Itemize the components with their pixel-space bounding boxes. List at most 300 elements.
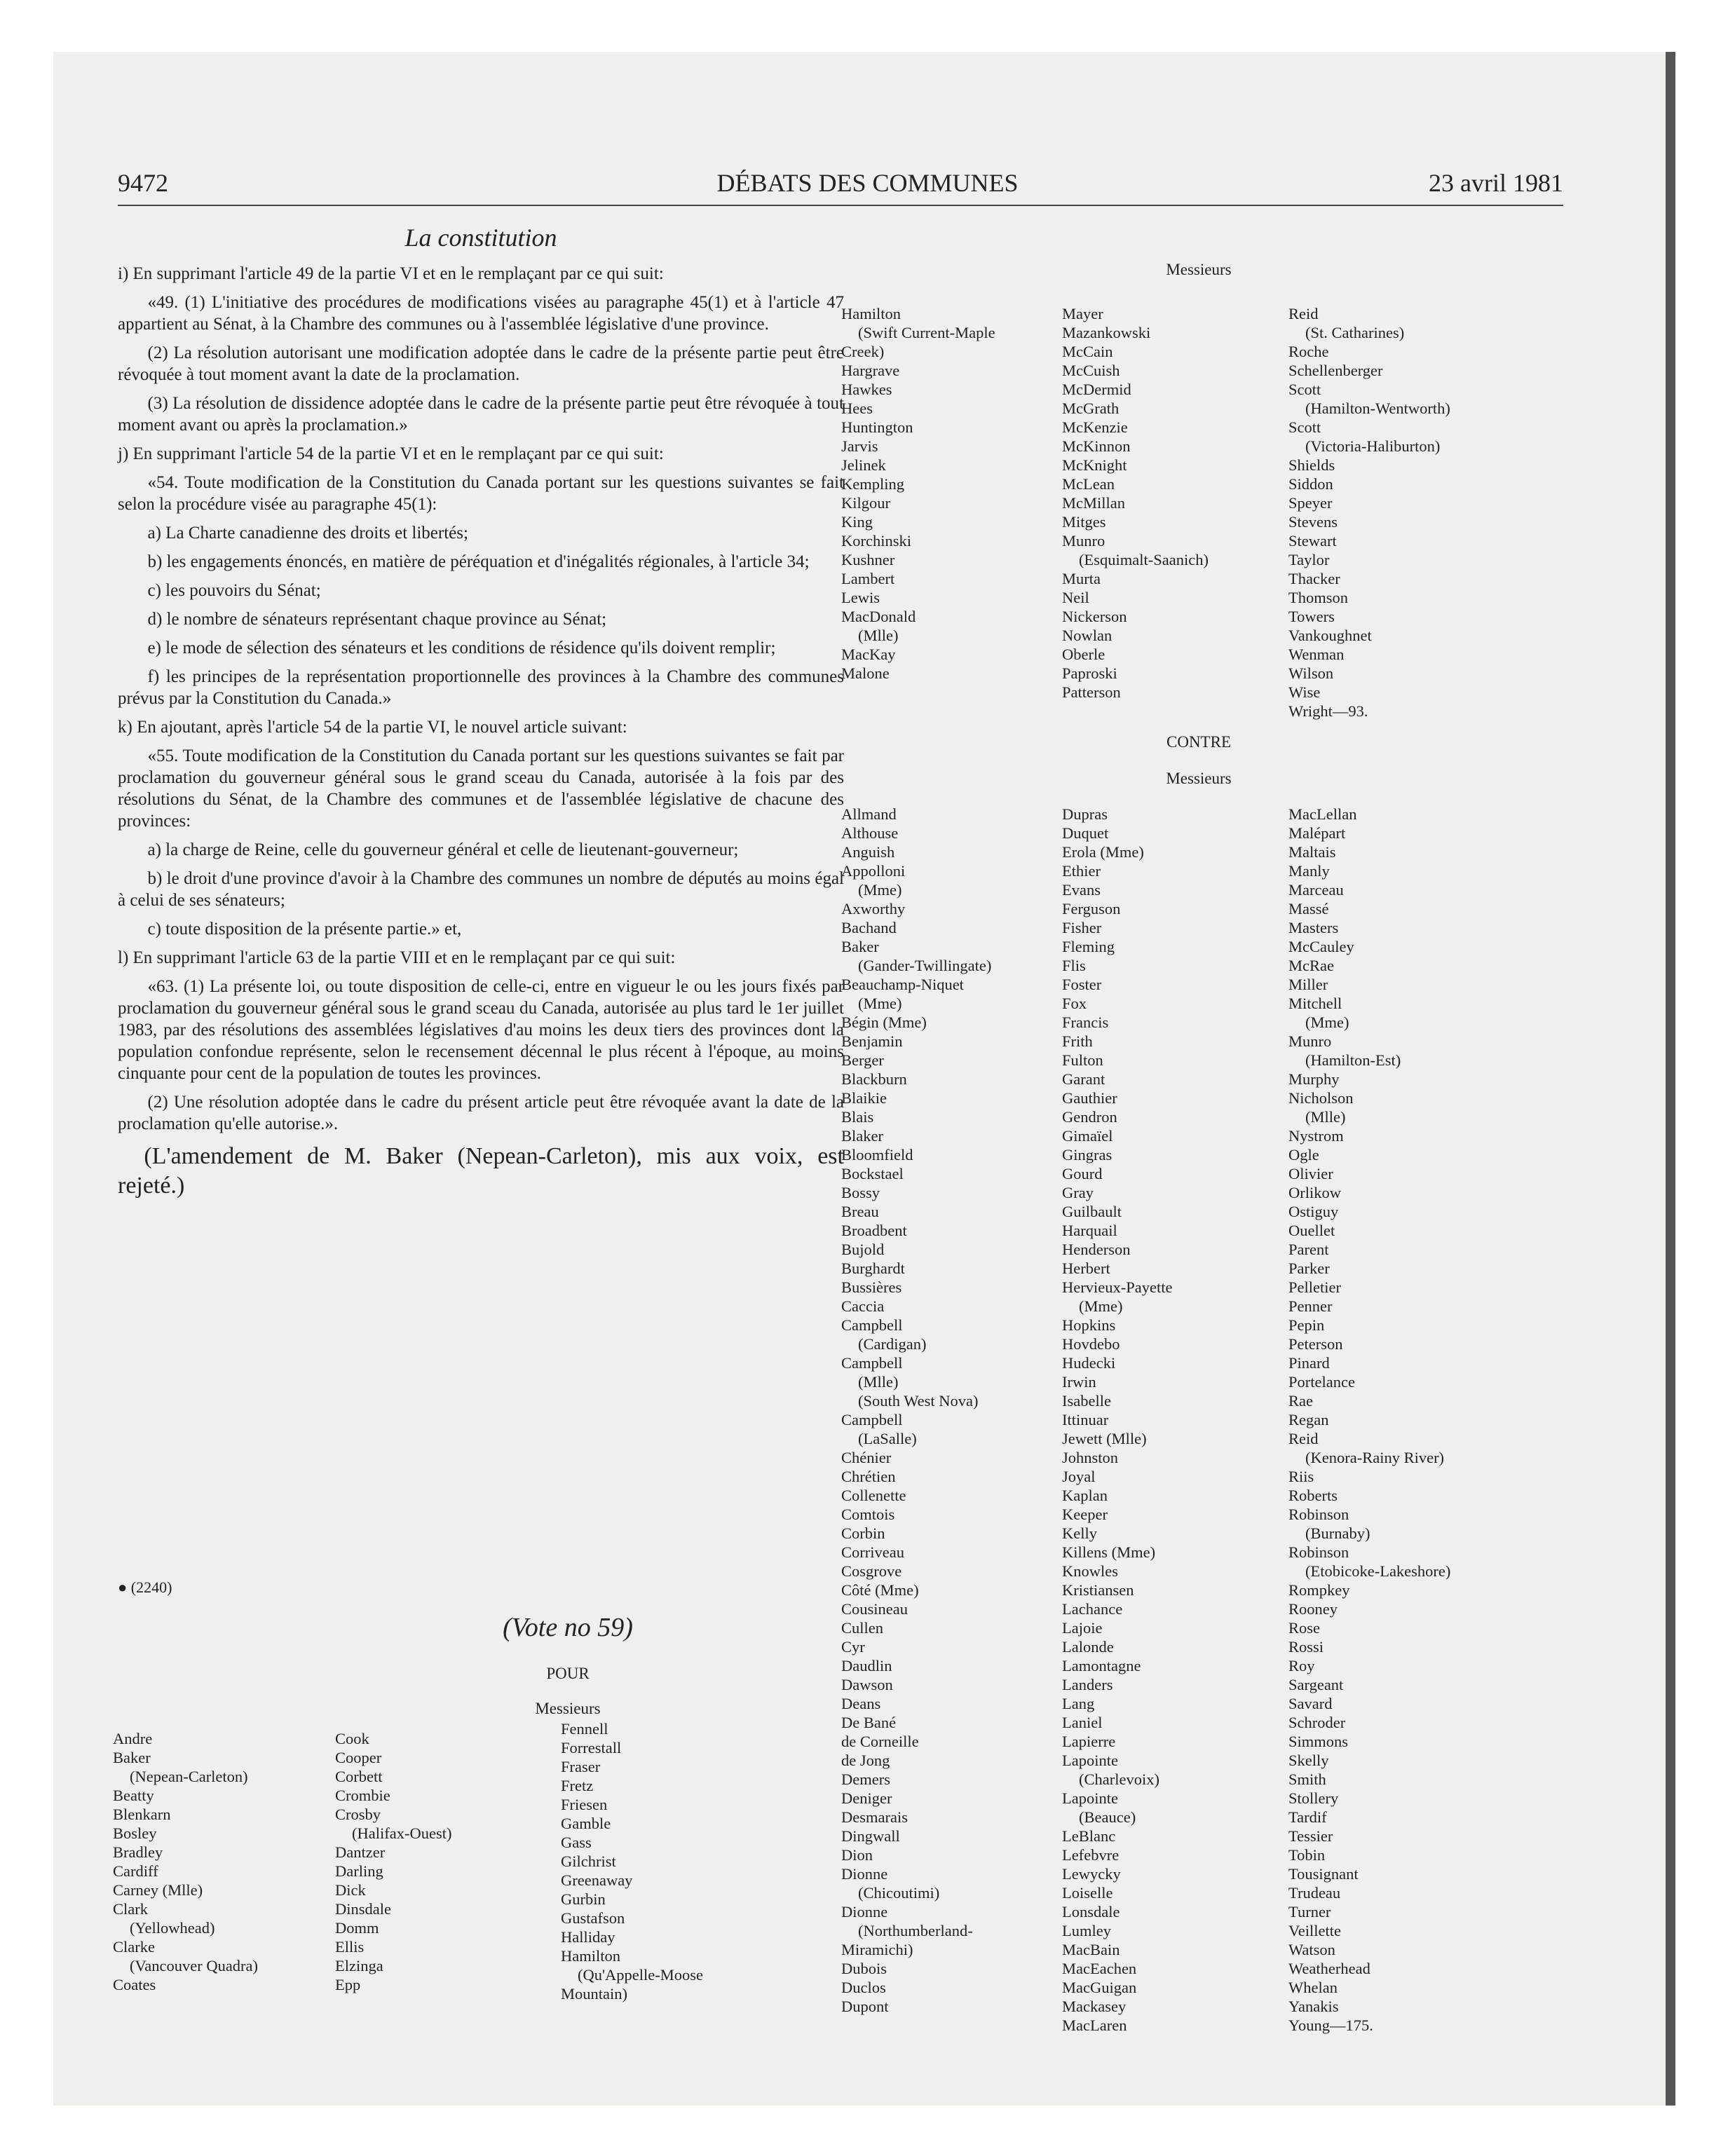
member-name: Bossy xyxy=(841,1184,880,1201)
member-name: Cook xyxy=(335,1730,369,1747)
member-name: Harquail xyxy=(1062,1222,1117,1239)
member-name: (Beauce) xyxy=(1079,1808,1136,1826)
paragraph: a) la charge de Reine, celle du gouverneur général et celle de lieutenant-gouverneur; xyxy=(147,840,739,859)
member-name: Fennell xyxy=(561,1720,608,1738)
member-name: (Mme) xyxy=(1305,1014,1349,1031)
member-name: (Mme) xyxy=(858,881,902,899)
member-name: Bradley xyxy=(113,1843,163,1861)
member-name: Mackasey xyxy=(1062,1998,1127,2015)
pour-list-col-2 xyxy=(335,1729,451,1994)
member-name: Robinson xyxy=(1288,1506,1349,1523)
member-name: Ellis xyxy=(335,1938,365,1956)
paragraph: d) le nombre de sénateurs représentant chaque province au Sénat; xyxy=(147,610,607,629)
paragraph: «63. (1) La présente loi, ou toute disposition de celle-ci, entre en vigueur le ou les jours fixés par proclamation du gouverneur général sous le grand sceau du Canada, autorisée au plus tard le 1er juillet 1983, par des résolutions des assemblées législatives d'au moins les deux tiers des provinces dont la population confondue représente, selon le recensement décennal le plus récent à l'époque, au moins cinquante pour cent de la population de toutes les provinces. xyxy=(118,977,844,1083)
member-name: Tardif xyxy=(1288,1808,1327,1826)
member-name: Baker xyxy=(841,938,879,955)
member-name: Fraser xyxy=(561,1758,601,1775)
left-column xyxy=(118,223,844,1208)
member-name: Francis xyxy=(1062,1014,1109,1031)
member-name: Axworthy xyxy=(841,900,906,917)
member-name: Simmons xyxy=(1288,1733,1349,1750)
member-name: Bockstael xyxy=(841,1165,904,1182)
member-name: Laniel xyxy=(1062,1714,1103,1731)
member-name: Isabelle xyxy=(1062,1392,1111,1410)
member-name: Ostiguy xyxy=(1288,1203,1339,1220)
member-name: Parker xyxy=(1288,1260,1330,1277)
member-name: (LaSalle) xyxy=(858,1430,917,1447)
member-name: Hopkins xyxy=(1062,1316,1116,1334)
member-name: Stewart xyxy=(1288,532,1337,550)
member-name: Campbell xyxy=(841,1354,903,1372)
member-name: Beauchamp-Niquet xyxy=(841,976,964,993)
member-name: Kushner xyxy=(841,551,895,568)
member-name: Landers xyxy=(1062,1676,1113,1693)
member-name: Schellenberger xyxy=(1288,362,1383,379)
member-name: Flis xyxy=(1062,957,1086,974)
member-name: Crombie xyxy=(335,1787,390,1804)
member-name: (Halifax-Ouest) xyxy=(352,1824,452,1842)
paragraph: «49. (1) L'initiative des procédures de modifications visées au paragraphe 45(1) et à l'article 47 appartient au Sénat, à la Chambre des communes ou à l'assemblée législative d'une province. xyxy=(118,293,844,334)
member-name: MacBain xyxy=(1062,1941,1120,1958)
pour-heading: POUR xyxy=(546,1665,590,1682)
member-name: Blaker xyxy=(841,1127,883,1145)
member-name: Hamilton xyxy=(841,305,901,322)
member-name: Nickerson xyxy=(1062,608,1127,625)
member-name: Lapointe xyxy=(1062,1789,1118,1807)
member-name: Hawkes xyxy=(841,381,892,398)
member-name: Bloomfield xyxy=(841,1146,913,1164)
member-name: Clark xyxy=(113,1900,148,1918)
member-name: Trudeau xyxy=(1288,1884,1341,1902)
member-name: Portelance xyxy=(1288,1373,1355,1391)
member-name: Young—175. xyxy=(1288,2017,1373,2034)
member-name: Fulton xyxy=(1062,1051,1103,1069)
member-name: Chénier xyxy=(841,1449,892,1466)
member-name: (Hamilton-Wentworth) xyxy=(1305,400,1450,417)
member-name: Hervieux-Payette xyxy=(1062,1278,1173,1296)
pour-list-col-6 xyxy=(1288,304,1450,721)
member-name: Dupont xyxy=(841,1998,889,2015)
member-name: Maltais xyxy=(1288,843,1336,861)
section-title: La constitution xyxy=(404,224,557,252)
contre-list-col-3 xyxy=(1288,805,1450,2035)
member-name: MacKay xyxy=(841,646,896,663)
member-name: Malone xyxy=(841,664,890,682)
member-name: Kelly xyxy=(1062,1524,1097,1542)
amendment-result: (L'amendement de M. Baker (Nepean-Carleton), mis aux voix, est rejeté.) xyxy=(118,1143,844,1199)
member-name: (Mlle) xyxy=(1305,1108,1346,1126)
member-name: Jarvis xyxy=(841,437,878,455)
paragraph: f) les principes de la représentation proportionnelle des provinces à la Chambre des communes prévus par la Constitution du Canada.» xyxy=(118,667,844,708)
member-name: Friesen xyxy=(561,1796,608,1813)
paragraph: (3) La résolution de dissidence adoptée dans le cadre de la présente partie peut être révoquée à tout moment avant ou après la proclamation.» xyxy=(118,394,844,435)
paragraph: c) toute disposition de la présente partie.» et, xyxy=(147,920,462,939)
member-name: Gendron xyxy=(1062,1108,1117,1126)
member-name: Gilchrist xyxy=(561,1853,616,1870)
member-name: Ferguson xyxy=(1062,900,1121,917)
member-name: McKinnon xyxy=(1062,437,1131,455)
member-name: Mountain) xyxy=(561,1985,627,2003)
member-name: Gass xyxy=(561,1834,592,1851)
time-marker: ● (2240) xyxy=(118,1578,172,1596)
member-name: Côté (Mme) xyxy=(841,1581,919,1599)
member-name: Roche xyxy=(1288,343,1329,360)
member-name: Campbell xyxy=(841,1316,903,1334)
member-name: Yanakis xyxy=(1288,1998,1339,2015)
member-name: Lewis xyxy=(841,589,880,606)
member-name: Scott xyxy=(1288,381,1321,398)
member-name: Bosley xyxy=(113,1824,157,1842)
member-name: Siddon xyxy=(1288,475,1333,493)
member-name: Lapierre xyxy=(1062,1733,1116,1750)
member-name: Gustafson xyxy=(561,1909,625,1927)
page-date: 23 avril 1981 xyxy=(1429,169,1563,197)
member-name: Rompkey xyxy=(1288,1581,1350,1599)
member-name: Rae xyxy=(1288,1392,1313,1410)
member-name: Lapointe xyxy=(1062,1752,1118,1769)
member-name: Dubois xyxy=(841,1960,887,1977)
member-name: Penner xyxy=(1288,1297,1333,1315)
member-name: Mayer xyxy=(1062,305,1103,322)
contre-list-col-2 xyxy=(1062,805,1172,2035)
member-name: Garant xyxy=(1062,1070,1105,1088)
member-name: Lang xyxy=(1062,1695,1095,1712)
member-name: (Mme) xyxy=(858,995,902,1012)
member-name: Domm xyxy=(335,1919,379,1937)
member-name: Munro xyxy=(1288,1032,1332,1050)
member-name: Coates xyxy=(113,1976,156,1993)
member-name: Gauthier xyxy=(1062,1089,1117,1107)
member-name: Caccia xyxy=(841,1297,885,1315)
member-name: (Cardigan) xyxy=(858,1335,927,1353)
member-name: Bégin (Mme) xyxy=(841,1014,927,1031)
member-name: Herbert xyxy=(1062,1260,1110,1277)
member-name: Hargrave xyxy=(841,362,900,379)
contre-list-col-1 xyxy=(841,805,991,2016)
member-name: Killens (Mme) xyxy=(1062,1543,1156,1561)
member-name: Broadbent xyxy=(841,1222,907,1239)
member-name: McDermid xyxy=(1062,381,1131,398)
member-name: MacLaren xyxy=(1062,2017,1127,2034)
member-name: Carney (Mlle) xyxy=(113,1881,203,1899)
member-name: Parent xyxy=(1288,1241,1329,1258)
paragraph: «54. Toute modification de la Constitution du Canada portant sur les questions suivantes se fait selon la procédure visée au paragraphe 45(1): xyxy=(118,473,844,514)
member-name: Lefebvre xyxy=(1062,1846,1120,1864)
member-name: Murphy xyxy=(1288,1070,1340,1088)
member-name: Kaplan xyxy=(1062,1487,1108,1504)
member-name: Thomson xyxy=(1288,589,1349,606)
member-name: Lamontagne xyxy=(1062,1657,1141,1674)
contre-heading: CONTRE xyxy=(1166,733,1231,751)
member-name: MacDonald xyxy=(841,608,916,625)
member-name: Irwin xyxy=(1062,1373,1096,1391)
member-name: Breau xyxy=(841,1203,879,1220)
member-name: Dionne xyxy=(841,1865,888,1883)
member-name: (Hamilton-Est) xyxy=(1305,1051,1401,1069)
member-name: Erola (Mme) xyxy=(1062,843,1144,861)
member-name: Massé xyxy=(1288,900,1329,917)
member-name: Corbin xyxy=(841,1524,885,1542)
member-name: Robinson xyxy=(1288,1543,1349,1561)
member-name: Rooney xyxy=(1288,1600,1338,1618)
member-name: Clarke xyxy=(113,1938,155,1956)
member-name: Gimaïel xyxy=(1062,1127,1113,1145)
member-name: Beatty xyxy=(113,1787,154,1804)
member-name: McGrath xyxy=(1062,400,1120,417)
member-name: Hees xyxy=(841,400,873,417)
member-name: Andre xyxy=(113,1730,153,1747)
member-name: Mitges xyxy=(1062,513,1106,531)
member-name: Dupras xyxy=(1062,805,1108,823)
paragraph: j) En supprimant l'article 54 de la partie VI et en le remplaçant par ce qui suit: xyxy=(118,444,664,463)
member-name: Epp xyxy=(335,1976,361,1993)
member-name: Thacker xyxy=(1288,570,1340,587)
member-name: (Esquimalt-Saanich) xyxy=(1079,551,1209,568)
member-name: Shields xyxy=(1288,456,1335,474)
member-name: Hudecki xyxy=(1062,1354,1116,1372)
page-number: 9472 xyxy=(118,169,168,197)
member-name: Benjamin xyxy=(841,1032,903,1050)
member-name: Darling xyxy=(335,1862,383,1880)
member-name: Olivier xyxy=(1288,1165,1333,1182)
member-name: Frith xyxy=(1062,1032,1093,1050)
vote-title: (Vote no 59) xyxy=(503,1613,633,1642)
member-name: Blais xyxy=(841,1108,874,1126)
member-name: Chrétien xyxy=(841,1468,896,1485)
member-name: Stollery xyxy=(1288,1789,1339,1807)
member-name: Cullen xyxy=(841,1619,883,1637)
member-name: McCauley xyxy=(1288,938,1354,955)
pour-list-col-1 xyxy=(113,1729,258,1994)
member-name: Cyr xyxy=(841,1638,865,1656)
member-name: Orlikow xyxy=(1288,1184,1341,1201)
member-name: Burghardt xyxy=(841,1260,905,1277)
member-name: Reid xyxy=(1288,305,1319,322)
member-name: Dantzer xyxy=(335,1843,386,1861)
member-name: Tousignant xyxy=(1288,1865,1359,1883)
member-name: Loiselle xyxy=(1062,1884,1113,1902)
member-name: (Charlevoix) xyxy=(1079,1770,1159,1788)
pour-list-col-4 xyxy=(841,304,995,683)
member-name: Daudlin xyxy=(841,1657,892,1674)
member-name: Marceau xyxy=(1288,881,1344,899)
member-name: Evans xyxy=(1062,881,1101,899)
messieurs-heading-pour: Messieurs xyxy=(535,1700,601,1717)
member-name: Halliday xyxy=(561,1928,615,1946)
member-name: Savard xyxy=(1288,1695,1333,1712)
member-name: Gamble xyxy=(561,1815,611,1832)
member-name: Gray xyxy=(1062,1184,1094,1201)
pour-list-col-5 xyxy=(1062,304,1209,702)
member-name: Lonsdale xyxy=(1062,1903,1120,1920)
member-name: (Chicoutimi) xyxy=(858,1884,940,1902)
member-name: (Qu'Appelle-Moose xyxy=(578,1966,704,1984)
member-name: McRae xyxy=(1288,957,1334,974)
member-name: Miller xyxy=(1288,976,1328,993)
paragraph: «55. Toute modification de la Constitution du Canada portant sur les questions suivantes se fait par proclamation du gouverneur général sous le grand sceau du Canada, autorisée à la fois par des résolutions du Sénat, de la Chambre des communes et de l'assemblée législative de chacune des provinces: xyxy=(118,746,844,831)
member-name: Hovdebo xyxy=(1062,1335,1120,1353)
member-name: Wilson xyxy=(1288,664,1334,682)
member-name: Oberle xyxy=(1062,646,1105,663)
paragraph: a) La Charte canadienne des droits et libertés; xyxy=(147,524,468,543)
member-name: MacLellan xyxy=(1288,805,1357,823)
member-name: Roy xyxy=(1288,1657,1315,1674)
member-name: Greenaway xyxy=(561,1871,633,1889)
member-name: (Yellowhead) xyxy=(130,1919,215,1937)
member-name: Sargeant xyxy=(1288,1676,1344,1693)
member-name: (Vancouver Quadra) xyxy=(130,1957,259,1974)
member-name: Tessier xyxy=(1288,1827,1333,1845)
member-name: Blackburn xyxy=(841,1070,907,1088)
member-name: Elzinga xyxy=(335,1957,383,1974)
member-name: Cosgrove xyxy=(841,1562,902,1580)
member-name: McKnight xyxy=(1062,456,1127,474)
member-name: Lajoie xyxy=(1062,1619,1103,1637)
member-name: (Gander-Twillingate) xyxy=(858,957,992,974)
member-name: (Etobicoke-Lakeshore) xyxy=(1305,1562,1451,1580)
member-name: Nystrom xyxy=(1288,1127,1344,1145)
member-name: Vankoughnet xyxy=(1288,627,1372,644)
member-name: Scott xyxy=(1288,418,1321,436)
member-name: Bachand xyxy=(841,919,897,936)
member-name: Anguish xyxy=(841,843,895,861)
member-name: LeBlanc xyxy=(1062,1827,1116,1845)
member-name: Desmarais xyxy=(841,1808,908,1826)
member-name: Regan xyxy=(1288,1411,1329,1428)
member-name: Fisher xyxy=(1062,919,1102,936)
member-name: Dinsdale xyxy=(335,1900,391,1918)
member-name: King xyxy=(841,513,873,531)
member-name: McLean xyxy=(1062,475,1115,493)
member-name: Pepin xyxy=(1288,1316,1325,1334)
member-name: Foster xyxy=(1062,976,1102,993)
member-name: (Mlle) xyxy=(858,1373,899,1391)
member-name: Comtois xyxy=(841,1506,895,1523)
member-name: McKenzie xyxy=(1062,418,1128,436)
member-name: Murta xyxy=(1062,570,1101,587)
member-name: Jewett (Mlle) xyxy=(1062,1430,1147,1447)
header-rule xyxy=(118,205,1563,206)
member-name: Manly xyxy=(1288,862,1330,880)
member-name: Riis xyxy=(1288,1468,1314,1485)
member-name: Corriveau xyxy=(841,1543,904,1561)
member-name: Bussières xyxy=(841,1278,902,1296)
member-name: Bujold xyxy=(841,1241,885,1258)
member-name: Schroder xyxy=(1288,1714,1346,1731)
member-name: Korchinski xyxy=(841,532,911,550)
paragraph: e) le mode de sélection des sénateurs et les conditions de résidence qu'ils doivent remplir; xyxy=(147,639,776,657)
member-name: (Victoria-Haliburton) xyxy=(1305,437,1441,455)
member-name: Ethier xyxy=(1062,862,1101,880)
member-name: Veillette xyxy=(1288,1922,1341,1939)
member-name: Turner xyxy=(1288,1903,1331,1920)
member-name: Tobin xyxy=(1288,1846,1326,1864)
member-name: Lambert xyxy=(841,570,895,587)
member-name: Cooper xyxy=(335,1749,382,1766)
member-name: Allmand xyxy=(841,805,897,823)
member-name: Berger xyxy=(841,1051,884,1069)
member-name: (Swift Current-Maple xyxy=(858,324,995,341)
member-name: Lumley xyxy=(1062,1922,1111,1939)
member-name: Wright—93. xyxy=(1288,702,1368,720)
messieurs-heading-contre: Messieurs xyxy=(1166,770,1232,787)
member-name: McCuish xyxy=(1062,362,1120,379)
member-name: Dionne xyxy=(841,1903,888,1920)
member-name: Speyer xyxy=(1288,494,1333,512)
member-name: (Nepean-Carleton) xyxy=(130,1768,248,1785)
member-name: Forrestall xyxy=(561,1739,622,1756)
member-name: Rose xyxy=(1288,1619,1320,1637)
member-name: MacGuigan xyxy=(1062,1979,1137,1996)
messieurs-heading-pour-cont: Messieurs xyxy=(1166,261,1232,278)
member-name: Munro xyxy=(1062,532,1105,550)
member-name: Fox xyxy=(1062,995,1087,1012)
member-name: Pelletier xyxy=(1288,1278,1341,1296)
member-name: Neil xyxy=(1062,589,1089,606)
scan-edge xyxy=(1666,52,1675,2106)
member-name: Rossi xyxy=(1288,1638,1324,1656)
member-name: Corbett xyxy=(335,1768,383,1785)
member-name: Creek) xyxy=(841,343,885,360)
member-name: Henderson xyxy=(1062,1241,1131,1258)
member-name: Demers xyxy=(841,1770,890,1788)
member-name: Lachance xyxy=(1062,1600,1123,1618)
member-name: Gourd xyxy=(1062,1165,1103,1182)
member-name: Smith xyxy=(1288,1770,1326,1788)
member-name: Baker xyxy=(113,1749,151,1766)
member-name: Deans xyxy=(841,1695,881,1712)
member-name: De Bané xyxy=(841,1714,897,1731)
member-name: MacEachen xyxy=(1062,1960,1137,1977)
member-name: Reid xyxy=(1288,1430,1319,1447)
paragraph: b) les engagements énoncés, en matière de péréquation et d'inégalités régionales, à l'article 34; xyxy=(147,552,810,571)
member-name: Dawson xyxy=(841,1676,893,1693)
member-name: Lewycky xyxy=(1062,1865,1121,1883)
member-name: Guilbault xyxy=(1062,1203,1122,1220)
member-name: Roberts xyxy=(1288,1487,1338,1504)
member-name: Lalonde xyxy=(1062,1638,1114,1656)
member-name: Whelan xyxy=(1288,1979,1338,1996)
paragraph: i) En supprimant l'article 49 de la partie VI et en le remplaçant par ce qui suit: xyxy=(118,264,664,283)
member-name: Althouse xyxy=(841,824,899,842)
member-name: Dick xyxy=(335,1881,366,1899)
member-name: Johnston xyxy=(1062,1449,1119,1466)
member-name: Campbell xyxy=(841,1411,903,1428)
member-name: Ouellet xyxy=(1288,1222,1335,1239)
member-name: Patterson xyxy=(1062,683,1121,701)
member-name: (Kenora-Rainy River) xyxy=(1305,1449,1445,1466)
member-name: Crosby xyxy=(335,1806,381,1823)
member-name: Gurbin xyxy=(561,1890,606,1908)
paragraph: b) le droit d'une province d'avoir à la Chambre des communes un nombre de députés au moins égal à celui de ses sénateurs; xyxy=(118,869,844,910)
member-name: Nowlan xyxy=(1062,627,1113,644)
member-name: Knowles xyxy=(1062,1562,1118,1580)
member-name: McCain xyxy=(1062,343,1113,360)
member-name: Fleming xyxy=(1062,938,1115,955)
member-name: Hamilton xyxy=(561,1947,620,1965)
paragraph: (2) Une résolution adoptée dans le cadre du présent article peut être révoquée avant la date de la proclamation qu'elle autorise.». xyxy=(118,1093,844,1133)
paragraph: k) En ajoutant, après l'article 54 de la partie VI, le nouvel article suivant: xyxy=(118,718,627,737)
member-name: Joyal xyxy=(1062,1468,1096,1485)
member-name: Mazankowski xyxy=(1062,324,1151,341)
member-name: de Jong xyxy=(841,1752,890,1769)
member-name: Nicholson xyxy=(1288,1089,1354,1107)
member-name: (St. Catharines) xyxy=(1305,324,1405,341)
member-name: Taylor xyxy=(1288,551,1330,568)
member-name: Collenette xyxy=(841,1487,906,1504)
member-name: (Northumberland- xyxy=(858,1922,973,1939)
member-name: Wenman xyxy=(1288,646,1345,663)
